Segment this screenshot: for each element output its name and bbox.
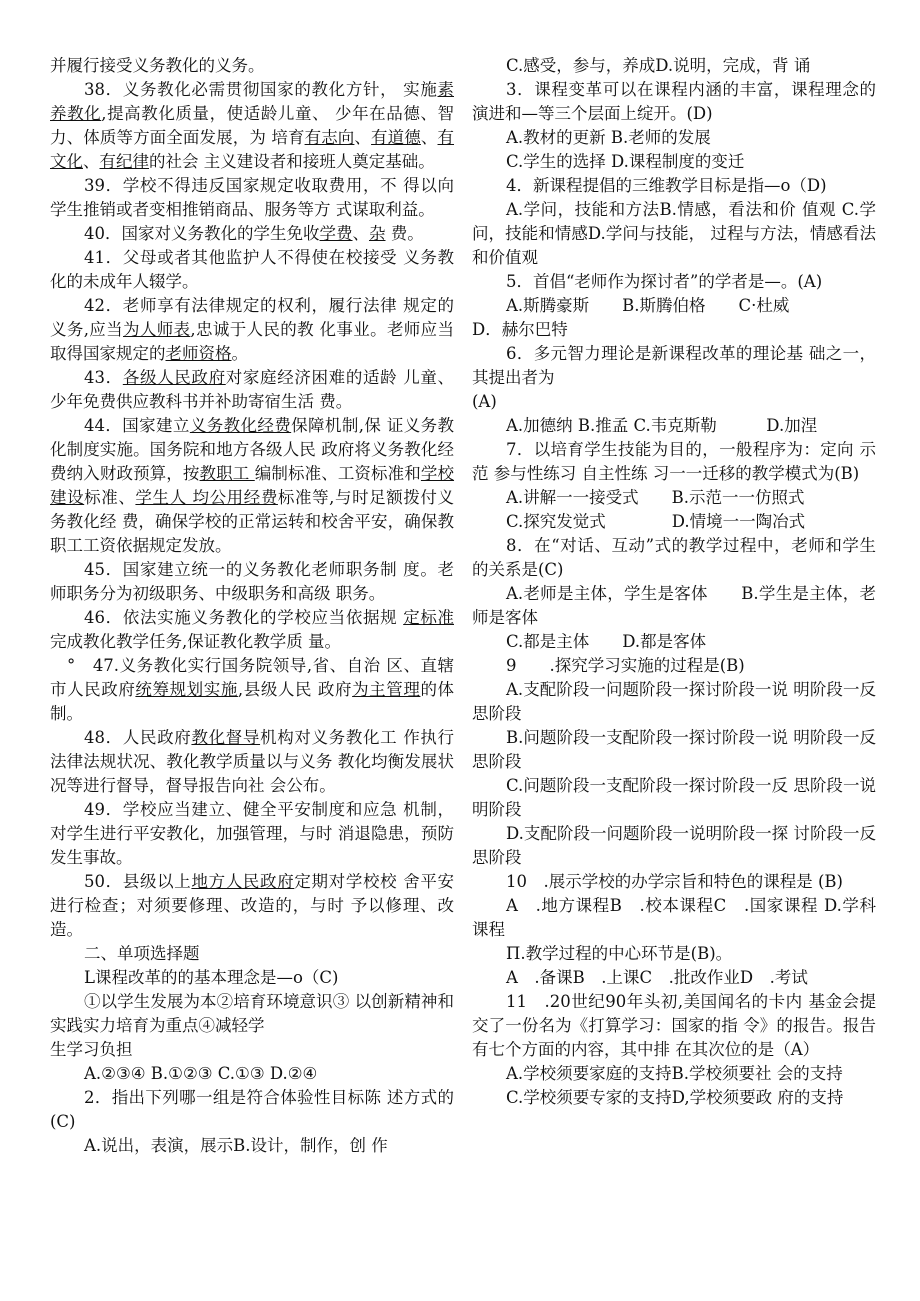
text-run: C.问题阶段一支配阶段一探讨阶段一反 思阶段一说明阶段 <box>472 776 876 819</box>
paragraph-l19 <box>50 1086 454 1134</box>
underlined-term: 学生人 均公用经费 <box>135 488 278 507</box>
left-column <box>50 54 454 1158</box>
paragraph-l10 <box>50 654 454 726</box>
text-run: 机构对义务教化工 作执行法律法规状况、教化教学质量以与义务 教化均衡发展状况等进行督导，督导报告向社 会公布。 <box>50 728 455 795</box>
paragraph-l2 <box>50 174 454 222</box>
paragraph-l20 <box>50 1134 454 1158</box>
paragraph-r19 <box>472 678 876 726</box>
underlined-term: 有道德 <box>371 128 421 147</box>
paragraph-l3 <box>50 222 454 246</box>
text-run: 对家庭经济困难的适龄 儿童、少年免费供应教科书并补助寄宿生活 费。 <box>50 368 455 411</box>
paragraph-l8 <box>50 558 454 606</box>
paragraph-l1 <box>50 78 454 174</box>
text-run: 10 .展示学校的办学宗旨和特色的课程是 (B) <box>506 872 843 891</box>
underlined-term: 为人师表 <box>123 320 191 339</box>
paragraph-r25 <box>472 942 876 966</box>
paragraph-l18 <box>50 1062 454 1086</box>
underlined-term: 有纪律 <box>99 152 149 171</box>
text-run: 43． <box>84 368 123 387</box>
paragraph-r28 <box>472 1062 876 1086</box>
paragraph-r2 <box>472 126 876 150</box>
paragraph-r3 <box>472 150 876 174</box>
text-run: A.②③④ B.①②③ C.①③ D.②④ <box>84 1064 318 1083</box>
paragraph-r21 <box>472 774 876 822</box>
text-run: 48．人民政府 <box>84 728 192 747</box>
text-run: A.讲解一一接受式 B.示范一一仿照式 <box>506 488 805 507</box>
paragraph-r15 <box>472 534 876 582</box>
text-run: 、 <box>354 128 372 147</box>
underlined-term: 有文化 <box>50 128 455 171</box>
text-run: ,提高教化质量，使适龄儿童、 少年在品德、智力、体质等方面全面发展，为 培育 <box>50 104 454 147</box>
underlined-term: 教化督导 <box>191 728 261 747</box>
text-run: A.学问，技能和方法B.情感，看法和价 值观 C.学问，技能和情感D.学问与技能， 过程与方法，情感看法和价值观 <box>472 200 876 267</box>
text-run: 完成教化教学任务,保证教化教学质 量。 <box>50 632 341 651</box>
right-column <box>472 54 876 1110</box>
paragraph-r29 <box>472 1086 876 1110</box>
text-run: 2．指出下列哪一组是符合体验性目标陈 述方式的(C) <box>50 1088 454 1131</box>
text-run: 44．国家建立 <box>84 416 190 435</box>
text-run: 7．以培育学生技能为目的，一般程序为：定向 示范 参与性练习 自主性练 习一一迁移的教学模式为(B) <box>472 440 876 483</box>
paragraph-l11 <box>50 726 454 798</box>
text-run: Π.教学过程的中心环节是(B)。 <box>506 944 733 963</box>
paragraph-l6 <box>50 366 454 414</box>
text-run: A.斯腾豪斯 B.斯腾伯格 C·杜威 <box>506 296 790 315</box>
paragraph-r7 <box>472 294 876 318</box>
paragraph-r16 <box>472 582 876 630</box>
text-run: 生学习负担 <box>50 1040 133 1059</box>
text-run: (A) <box>472 392 497 411</box>
underlined-term: 统筹规划实施 <box>135 680 238 699</box>
paragraph-l5 <box>50 294 454 366</box>
paragraph-r18 <box>472 654 876 678</box>
text-run: 41．父母或者其他监护人不得使在校接受 义务教化的未成年人辍学。 <box>50 248 454 291</box>
text-run: A.加德纳 B.推孟 C.韦克斯勒 D.加涅 <box>506 416 818 435</box>
paragraph-r4 <box>472 174 876 198</box>
underlined-term: 杂 <box>369 224 386 243</box>
text-run: 二、单项选择题 <box>84 944 200 963</box>
underlined-term: 为主管理 <box>352 680 421 699</box>
text-run: 50．县级以上 <box>84 872 192 891</box>
paragraph-r12 <box>472 438 876 486</box>
text-run: ° 47.义务教化实行国务院领导,省、自治 区、直辖市人民政府 <box>50 656 454 699</box>
paragraph-l7 <box>50 414 454 558</box>
paragraph-r17 <box>472 630 876 654</box>
text-run: A.学校须要家庭的支持B.学校须要社 会的支持 <box>506 1064 843 1083</box>
text-run: C.学生的选择 D.课程制度的变迁 <box>506 152 745 171</box>
paragraph-l4 <box>50 246 454 294</box>
underlined-term: 学费 <box>319 224 353 243</box>
text-run: 46．依法实施义务教化的学校应当依据规 <box>84 608 404 627</box>
underlined-term: 定标准 <box>403 608 454 627</box>
paragraph-r5 <box>472 198 876 270</box>
paragraph-r26 <box>472 966 876 990</box>
text-run: 标准、 <box>84 488 136 507</box>
text-run: 定期对学校校 舍平安进行检查；对须要修理、改造的，与时 予以修理、改造。 <box>50 872 455 939</box>
text-run: 9 .探究学习实施的过程是(B) <box>506 656 745 675</box>
paragraph-r1 <box>472 78 876 126</box>
paragraph-r6 <box>472 270 876 294</box>
text-run: 11 .20世纪90年头初,美国闻名的卡内 基金会提交了一份名为《打算学习：国家的指 令》的报告。报告有七个方面的内容，其中排 在其次位的是（A） <box>472 992 876 1059</box>
paragraph-l17 <box>50 1038 454 1062</box>
paragraph-r11 <box>472 414 876 438</box>
text-run: A.说出，表演，展示B.设计，制作，创 作 <box>84 1136 388 1155</box>
text-run: A.支配阶段一问题阶段一探讨阶段一说 明阶段一反思阶段 <box>472 680 876 723</box>
text-run: 49．学校应当建立、健全平安制度和应急 机制，对学生进行平安教化，加强管理，与时 消退隐患，预防发生事故。 <box>50 800 454 867</box>
text-run: 。 <box>231 344 248 363</box>
text-run: 、 <box>352 224 369 243</box>
paragraph-r13 <box>472 486 876 510</box>
underlined-term: 义务教化经费 <box>189 416 292 435</box>
underlined-term: 各级人民政府 <box>122 368 226 387</box>
paragraph-l16 <box>50 990 454 1038</box>
text-run: 42．老师享有法律规定的权利，履行法律 规定的义务,应当 <box>50 296 454 339</box>
text-run: C.感受，参与，养成D.说明，完成，背 诵 <box>506 56 811 75</box>
paragraph-l0 <box>50 54 454 78</box>
text-run: 并履行接受义务教化的义务。 <box>50 56 265 75</box>
text-run: A.老师是主体，学生是客体 B.学生是主体，老师是客体 <box>472 584 876 627</box>
text-run: 5．首倡“老师作为探讨者”的学者是—。(A) <box>506 272 823 291</box>
paragraph-r20 <box>472 726 876 774</box>
text-run: 、 <box>83 152 100 171</box>
text-run: 4．新课程提倡的三维教学目标是指—o（D) <box>506 176 827 195</box>
paragraph-r24 <box>472 894 876 942</box>
text-run: L课程改革的的基本理念是—o（C) <box>84 968 339 987</box>
paragraph-r0 <box>472 54 876 78</box>
text-run: ,忠诚于人民的教 化事业。老师应当取得国家规定的 <box>50 320 454 363</box>
text-run: 、 <box>420 128 438 147</box>
underlined-term: 教职工 <box>199 464 255 483</box>
text-run: ,县级人民 政府 <box>237 680 353 699</box>
text-run: 费。 <box>385 224 424 243</box>
text-run: 的体制。 <box>50 680 455 723</box>
text-run: C.都是主体 D.都是客体 <box>506 632 707 651</box>
underlined-term: 地方人民政府 <box>191 872 295 891</box>
text-run: B.问题阶段一支配阶段一探讨阶段一说 明阶段一反思阶段 <box>472 728 876 771</box>
text-run: 39．学校不得违反国家规定收取费用，不 得以向学生推销或者变相推销商品、服务等方 式谋取利益。 <box>50 176 454 219</box>
text-run: A .备课B .上课C .批改作业D .考试 <box>506 968 808 987</box>
text-run: 编制标准、工资标准和 <box>254 464 421 483</box>
paragraph-r27 <box>472 990 876 1062</box>
paragraph-r22 <box>472 822 876 870</box>
text-run: 的社会 主义建设者和接班人奠定基础。 <box>149 152 435 171</box>
paragraph-r23 <box>472 870 876 894</box>
paragraph-l13 <box>50 870 454 942</box>
paragraph-l15 <box>50 966 454 990</box>
paragraph-l14 <box>50 942 454 966</box>
text-run: 标准等,与时足额拨付义务教化经 费，确保学校的正常运转和校舍平安，确保教 职工工资依据规定发放。 <box>50 488 455 555</box>
underlined-term: 素养教化 <box>50 80 454 123</box>
text-run: C.学校须要专家的支持D,学校须要政 府的支持 <box>506 1088 844 1107</box>
underlined-term: 老师资格 <box>165 344 232 363</box>
underlined-term: 学校建设 <box>50 464 455 507</box>
text-run: 3．课程变革可以在课程内涵的丰富，课程理念的演进和—等三个层面上绽开。(D) <box>472 80 876 123</box>
text-run: D.支配阶段一问题阶段一说明阶段一探 讨阶段一反思阶段 <box>472 824 876 867</box>
text-run: ①以学生发展为本②培育环境意识③ 以创新精神和实践实力培育为重点④减轻学 <box>50 992 454 1035</box>
text-run: 8．在“对话、互动”式的教学过程中，老师和学生的关系是(C) <box>472 536 876 579</box>
text-run: A.教材的更新 B.老师的发展 <box>506 128 711 147</box>
text-run: 40．国家对义务教化的学生免收 <box>84 224 320 243</box>
text-run: D．赫尔巴特 <box>472 320 568 339</box>
text-run: 45．国家建立统一的义务教化老师职务制 度。老师职务分为初级职务、中级职务和高级 职务。 <box>50 560 454 603</box>
paragraph-r14 <box>472 510 876 534</box>
underlined-term: 有志向 <box>304 128 355 147</box>
text-run: 6．多元智力理论是新课程改革的理论基 础之一，其提出者为 <box>472 344 876 387</box>
paragraph-l9 <box>50 606 454 654</box>
paragraph-r8 <box>472 318 876 342</box>
paragraph-r9 <box>472 342 876 390</box>
text-run: 保障机制,保 证义务教化制度实施。国务院和地方各级人民 政府将义务教化经费纳入财政预算，按 <box>50 416 455 483</box>
paragraph-r10 <box>472 390 876 414</box>
paragraph-l12 <box>50 798 454 870</box>
text-run: A .地方课程B .校本课程C .国家课程 D.学科课程 <box>472 896 876 939</box>
text-run: C.探究发觉式 D.情境一一陶冶式 <box>506 512 806 531</box>
text-run: 38．义务教化必需贯彻国家的教化方针， 实施 <box>84 80 438 99</box>
